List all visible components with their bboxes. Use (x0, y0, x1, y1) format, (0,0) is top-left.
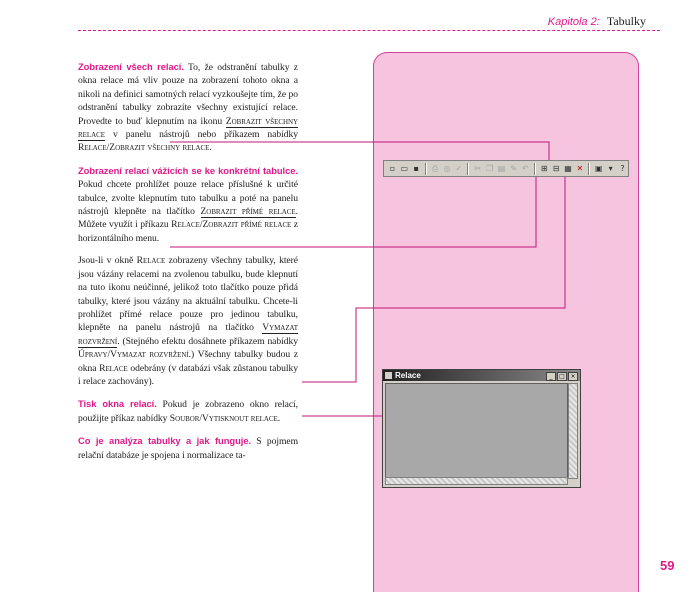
window-controls (546, 372, 578, 381)
heading-analysis: Co je analýza tabulky a jak funguje. (78, 435, 252, 447)
copy-icon[interactable]: ❐ (486, 164, 494, 173)
show-all-relationships-icon[interactable]: ▦ (564, 164, 572, 173)
body-text: Pokud chcete prohlížet pouze relace příslušné k určité tabulce, zvolte klepnutím tuto tabulku a poté na panelu nástrojů klepněte na tlačítko (78, 179, 298, 218)
paragraph-show-all (78, 60, 298, 155)
toolbar-separator (534, 163, 536, 175)
body-text: z horizontálního menu. (78, 219, 299, 244)
show-direct-relationships-icon[interactable]: ⊟ (552, 164, 560, 173)
body-text: . (Stejného efektu dosáhnete příkazem nabídky (117, 335, 298, 347)
window-icon (385, 372, 392, 379)
paragraph-analysis (78, 434, 298, 462)
body-text: Pokud je zobrazeno okno relací, použijte příkaz nabídky (78, 399, 299, 424)
body-text: . Můžete využít i příkazu (78, 206, 298, 231)
open-icon[interactable]: ▭ (400, 164, 409, 173)
body-text: odebrány (v databázi však zůstanou tabulky i relace zachovány). (78, 362, 298, 387)
window-title: Relace (395, 371, 421, 380)
toolbar-separator (588, 163, 590, 175)
save-icon[interactable]: ▪ (413, 164, 419, 173)
undo-icon[interactable]: ↶ (521, 164, 529, 173)
new-object-icon[interactable]: ▾ (608, 164, 613, 173)
body-text: . (277, 412, 281, 424)
running-header (548, 14, 646, 29)
horizontal-scrollbar[interactable] (385, 477, 568, 485)
cut-icon[interactable]: ✂ (474, 164, 482, 173)
preview-icon[interactable]: ◎ (443, 164, 451, 173)
spell-icon[interactable]: ✓ (455, 164, 463, 173)
body-text: .) Všechny tabulky budou z okna (78, 349, 298, 374)
body-text: Jsou-li v okně (78, 255, 137, 267)
menu-ref: Relace/Zobrazit přímé relace (171, 219, 292, 231)
help-icon[interactable]: ? (620, 164, 625, 173)
clear-layout-icon[interactable]: ✕ (576, 164, 584, 173)
chapter-title: Tabulky (606, 14, 646, 28)
body-text: To, že odstranění tabulky z okna relace má vliv pouze na zobrazení tohoto okna a nikoli na definici samotných relací vyzkoušejte tím, že po odstranění tabulky zobrazíte všechny existující relace. Provedte to buď klepnutím na ikonu (78, 62, 298, 127)
text-column (78, 60, 298, 471)
body-text: . (209, 142, 212, 154)
database-window-icon[interactable]: ▣ (594, 164, 603, 173)
ref-direct-button: Zobrazit přímé relace (200, 206, 296, 218)
header-rule (78, 30, 660, 31)
relationships-toolbar (383, 160, 629, 177)
toolbar-separator (467, 163, 469, 175)
menu-ref: Relace/Zobrazit všechny relace (78, 142, 210, 154)
sc-ref: Relace (136, 255, 166, 267)
new-icon[interactable]: ▫ (389, 164, 396, 173)
close-button[interactable]: × (568, 372, 578, 381)
page-number: 59 (660, 558, 675, 573)
ref-clear-layout-button: Vymazat rozvržení (78, 322, 298, 347)
window-client-area[interactable] (385, 383, 568, 479)
chapter-label: Kapitola 2: (547, 16, 600, 28)
sidebar-panel (373, 52, 639, 592)
paragraph-print (78, 397, 298, 425)
paragraph-direct (78, 164, 298, 245)
paragraph-clear-layout (78, 254, 298, 388)
heading-direct: Zobrazení relací vážících se ke konkrétní tabulce. (78, 164, 298, 176)
ref-show-all-button: Zobrazit všechny relace (78, 115, 298, 141)
sc-ref: Relace (99, 362, 128, 374)
show-table-icon[interactable]: ⊞ (540, 164, 548, 173)
toolbar-separator (425, 163, 427, 175)
minimize-button[interactable]: _ (546, 372, 556, 381)
heading-show-all: Zobrazení všech relací. (78, 61, 184, 72)
relationships-window (382, 369, 581, 488)
format-painter-icon[interactable]: ✎ (510, 164, 517, 173)
menu-ref: Úpravy/Vymazat rozvržení (78, 349, 189, 361)
maximize-button[interactable]: □ (557, 372, 567, 381)
print-icon[interactable]: ⎙ (431, 164, 439, 173)
menu-ref: Soubor/Vytisknout relace (169, 412, 278, 424)
vertical-scrollbar[interactable] (568, 383, 578, 479)
body-text: zobrazeny všechny tabulky, které jsou vázány relacemi na zvolenou tabulku, bude klepnutí na tuto ikonu neúčinné, jelikož toto tlačítko pouze přidá tabulky, které jsou vázány na aktuální tabulku. Chcete-li prohlížet přímé relace pouze pro jedinou tabulku, klepněte na panelu nástrojů na tlačítko (78, 255, 298, 334)
body-text: v panelu nástrojů nebo příkazem nabídky (104, 129, 298, 141)
paste-icon[interactable]: ▤ (497, 164, 506, 173)
heading-print: Tisk okna relací. (78, 398, 157, 410)
body-text: S pojmem relační databáze je spojena i normalizace ta- (78, 436, 299, 461)
